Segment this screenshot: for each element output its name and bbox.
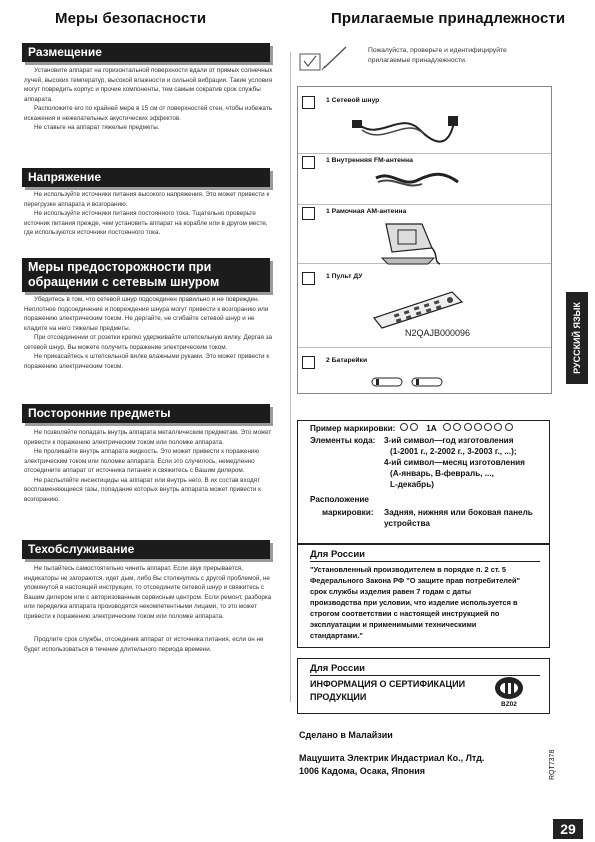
section-body-voltage: [24, 190, 274, 238]
circle-symbol: [484, 423, 492, 431]
code-line: 4-ий символ—месяц изготовления: [384, 458, 525, 467]
company-address: [299, 752, 484, 778]
heading-line: обращении с сетевым шнуром: [28, 275, 220, 289]
text-line: "Установленный производителем в порядке п. 2 ст. 5: [310, 565, 507, 574]
divider: [298, 347, 551, 348]
paragraph: Расположите его по крайней мере в 15 см от поверхностей стен, чтобы избежать искажения и нежелательных акустических эффектов.: [24, 105, 273, 122]
rst-certification-logo-icon: [493, 675, 525, 701]
circle-symbol: [505, 423, 513, 431]
made-in-text: Сделано в Малайзии: [299, 730, 393, 740]
right-page-title: Прилагаемые принадлежности: [331, 10, 566, 27]
circle-symbol: [443, 423, 451, 431]
section-body-foreign-objects: [24, 428, 274, 504]
page-number: 29: [553, 819, 583, 839]
location-label: Расположение: [310, 495, 369, 504]
certification-box: [297, 658, 550, 714]
language-tab-label: РУССКИЙ ЯЗЫК: [572, 302, 582, 374]
am-loop-antenna-image: [372, 218, 442, 266]
paragraph: Не позволяйте попадать внутрь аппарата металлическим предметам. Это может привести к поражению электрическим током или поломке аппарата.: [24, 429, 272, 446]
code-line: (А-январь, В-февраль, ...,: [390, 469, 494, 478]
russia-box-title: Для России: [310, 549, 540, 562]
paragraph: При отсоединении от розетки крепко удерживайте штепсельную вилку. Дергая за сетевой шнур, Вы можете получить поражение электрическим током.: [24, 334, 273, 351]
text-line: срок службы изделия равен 7 годам с даты: [310, 587, 472, 596]
code-line: 3-ий символ—год изготовления: [384, 436, 514, 445]
paragraph: Не распыляйте инсектициды на аппарат или внутрь него. В их состав входят воспламеняющиеся газы, попадание которых внутрь аппарата может привести к возгоранию.: [24, 476, 261, 503]
text-line: строгом соответствии с настоящей инструкцией по: [310, 609, 500, 618]
marking-example-label: Пример маркировки:: [310, 424, 396, 433]
power-cord-image: [350, 112, 460, 148]
accessory-label: 1 Рамочная АМ-антенна: [326, 208, 407, 215]
section-heading-placement: Размещение: [22, 43, 270, 62]
heading-line: Меры предосторожности при: [28, 260, 212, 274]
code-elements-list: [384, 435, 525, 490]
text-line: стандартами.": [310, 631, 363, 640]
marking-example-value: 1А: [426, 424, 437, 433]
section-body-placement: [24, 66, 274, 133]
cert-box-text: [310, 678, 465, 704]
paragraph: Не используйте источники питания постоянного тока. Тщательно проверьте источник питания прежде, чем установить аппарат на корабле или в другом месте, где используются источники постоянного тока.: [24, 210, 268, 236]
column-divider: [290, 52, 291, 702]
company-line: Мацушита Электрик Индастриал Ко., Лтд.: [299, 753, 485, 763]
cert-code: BZ02: [501, 701, 517, 708]
checkbox[interactable]: [302, 96, 315, 109]
paragraph: Установите аппарат на горизонтальной поверхности вдали от прямых солнечных лучей, высоких температур, высокой влажности и сильной вибрации. Такие условия могут повредить корпус и прочие компоненты, тем самым сократив срок службы аппарата.: [24, 67, 273, 103]
code-elements-label: Элементы кода:: [310, 436, 376, 445]
accessory-label: 1 Внутренняя FM-антенна: [326, 157, 413, 164]
code-line: (1-2001 г., 2-2002 г., 3-2003 г., ...);: [390, 447, 517, 456]
paragraph: Не проливайте внутрь аппарата жидкость. Это может привести к поражению электрическим током или поломке аппарата. Если это случилось, немедленно отсоедините аппарат от источника питания и свяжитесь с Вашим дилером.: [24, 448, 260, 474]
section-heading-maintenance: Техобслуживание: [22, 540, 270, 559]
checkbox[interactable]: [302, 156, 315, 169]
location-line: Задняя, нижняя или боковая панель: [384, 508, 533, 517]
accessory-label: 2 Батарейки: [326, 357, 368, 364]
location-line: устройства: [384, 519, 430, 528]
language-side-tab: [566, 292, 588, 384]
section-body-maintenance: [24, 564, 274, 654]
divider: [298, 204, 551, 205]
circle-symbol: [464, 423, 472, 431]
russia-box-text: [310, 564, 520, 641]
paragraph: Не используйте источники питания высокого напряжения. Это может привести к перегрузке аппарата и возгоранию.: [24, 191, 270, 208]
paragraph: Продлите срок службы, отсоединив аппарат от источника питания, если он не будет использоваться в течение длительного периода времени.: [24, 636, 264, 653]
accessory-label: 1 Пульт ДУ: [326, 273, 363, 280]
circle-symbol: [400, 423, 408, 431]
remote-control-image: [368, 286, 468, 332]
company-line: 1006 Кадома, Осака, Япония: [299, 766, 426, 776]
marking-example: [310, 423, 513, 434]
checkbox[interactable]: [302, 356, 315, 369]
checkbox[interactable]: [302, 272, 315, 285]
text-line: Федерального Закона РФ "О защите прав потребителей": [310, 576, 521, 585]
section-heading-voltage: Напряжение: [22, 168, 270, 187]
paragraph: Не прикасайтесь к штепсельной вилке влажными руками. Это может привести к поражению электрическим током.: [24, 353, 270, 370]
fm-antenna-image: [372, 170, 462, 192]
batteries-image: [370, 376, 450, 388]
accessories-intro: Пожалуйста, проверьте и идентифицируйте прилагаемые принадлежности.: [368, 47, 507, 64]
text-line: эксплуатации и применимыми техническими: [310, 620, 477, 629]
circle-symbol: [410, 423, 418, 431]
paragraph: Не пытайтесь самостоятельно чинить аппарат. Если звук прерывается, индикаторы не загораются, идет дым, либо Вы столкнулись с другой проблемой, не упомянутой в настоящей инструкции, то отсоедините сетевой шнур и свяжитесь с Вашим дилером или с авторизованным сервисным центром. Если ремонт, разборка или переделка аппарата производятся некомпетентными лицами, то это может привести к поражению электрическим током или поломке аппарата.: [24, 565, 272, 620]
document-code: RQT7378: [549, 749, 556, 780]
paragraph: Убедитесь в том, что сетевой шнур подсоединен правильно и не поврежден. Неплотное подсоединение и повреждения шнура могут привести к возгоранию или поражению электрическим током. Не дергайте, не сгибайте сетевой шнур и не кладите на него тяжелые предметы.: [24, 296, 269, 332]
divider: [298, 153, 551, 154]
checkbox[interactable]: [302, 207, 315, 220]
section-body-power-cord: [24, 295, 274, 371]
paragraph: Не ставьте на аппарат тяжелые предметы.: [34, 124, 160, 131]
location-label-2: маркировки:: [322, 508, 374, 517]
code-line: L-декабрь): [390, 480, 434, 489]
cert-line: ПРОДУКЦИИ: [310, 692, 367, 702]
circle-symbol: [474, 423, 482, 431]
location-list: [384, 507, 533, 529]
left-page-title: Меры безопасности: [55, 10, 207, 27]
circle-symbol: [494, 423, 502, 431]
russia-warranty-box: [297, 544, 550, 648]
section-heading-power-cord: [22, 258, 270, 292]
cert-box-title: Для России: [310, 663, 540, 676]
remote-part-number: N2QAJB000096: [405, 328, 471, 338]
cert-line: ИНФОРМАЦИЯ О СЕРТИФИКАЦИИ: [310, 679, 466, 689]
section-heading-foreign-objects: Посторонние предметы: [22, 404, 270, 423]
text-line: производства при условии, что изделие используется в: [310, 598, 518, 607]
checklist-pen-icon: [298, 44, 350, 76]
accessory-label: 1 Сетевой шнур: [326, 97, 380, 104]
circle-symbol: [453, 423, 461, 431]
